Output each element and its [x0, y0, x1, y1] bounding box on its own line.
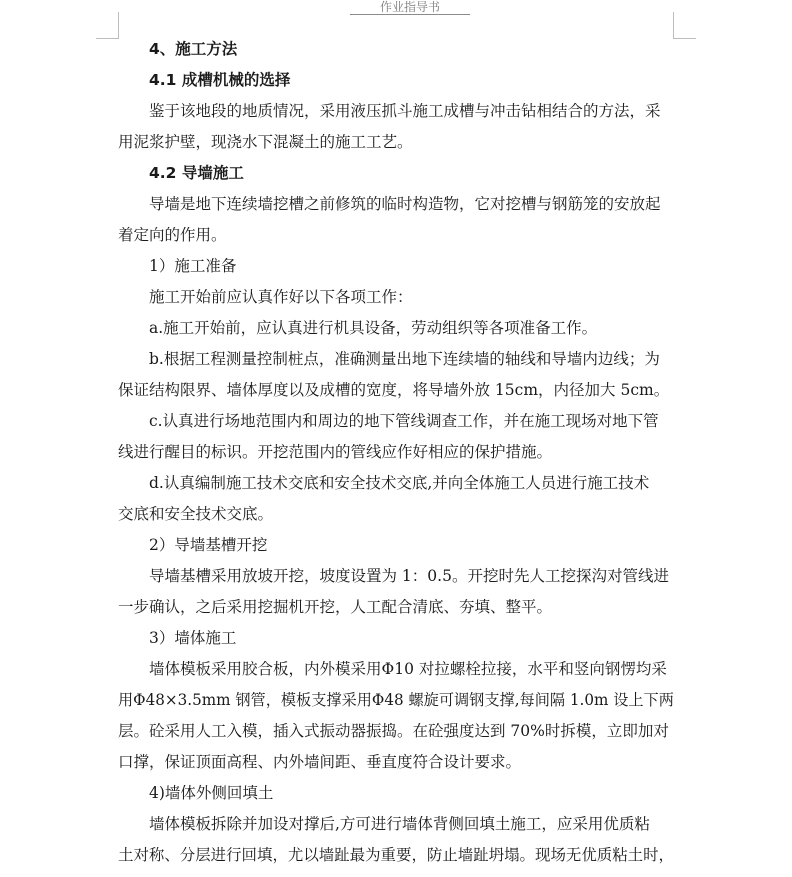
item-heading: 4)墙体外侧回填土 — [149, 784, 274, 802]
paragraph-line: 鉴于该地段的地质情况，采用液压抓斗施工成槽与冲击钻相结合的方法，采 — [149, 102, 661, 120]
paragraph-line: 墙体模板采用胶合板，内外模采用Φ10 对拉螺栓拉接，水平和竖向钢愣均采 — [149, 660, 667, 678]
paragraph-line: 着定向的作用。 — [118, 226, 227, 244]
paragraph-line: a.施工开始前，应认真进行机具设备，劳动组织等各项准备工作。 — [149, 319, 598, 337]
margin-corner-mark-left — [96, 12, 119, 39]
paragraph-line: 导墙是地下连续墙挖槽之前修筑的临时构造物，它对挖槽与钢筋笼的安放起 — [149, 195, 661, 213]
paragraph-line: b.根据工程测量控制桩点，准确测量出地下连续墙的轴线和导墙内边线；为 — [149, 350, 660, 368]
paragraph-line: d.认真编制施工技术交底和安全技术交底,并向全体施工人员进行施工技术 — [149, 474, 650, 492]
subsection-heading: 4.1 成槽机械的选择 — [149, 71, 291, 89]
paragraph-line: 一步确认，之后采用挖掘机开挖，人工配合清底、夯填、整平。 — [118, 598, 553, 616]
paragraph-line: 线进行醒目的标识。开挖范围内的管线应作好相应的保护措施。 — [118, 443, 553, 461]
paragraph-line: 用泥浆护壁，现浇水下混凝土的施工工艺。 — [118, 133, 413, 151]
paragraph-line: c.认真进行场地范围内和周边的地下管线调查工作，并在施工现场对地下管 — [149, 412, 659, 430]
paragraph-line: 导墙基槽采用放坡开挖，坡度设置为 1：0.5。开挖时先人工挖探沟对管线进 — [149, 567, 669, 585]
header-rule — [350, 14, 470, 15]
item-heading: 3）墙体施工 — [149, 629, 237, 647]
paragraph-line: 口撑，保证顶面高程、内外墙间距、垂直度符合设计要求。 — [118, 753, 522, 771]
paragraph-line: 施工开始前应认真作好以下各项工作： — [149, 288, 413, 306]
paragraph-line: 保证结构限界、墙体厚度以及成槽的宽度，将导墙外放 15cm，内径加大 5cm。 — [118, 381, 670, 399]
paragraph-line: 墙体模板拆除并加设对撑后,方可进行墙体背侧回填土施工，应采用优质粘 — [149, 815, 650, 833]
item-heading: 2）导墙基槽开挖 — [149, 536, 268, 554]
paragraph-line: 层。砼采用人工入模，插入式振动器振捣。在砼强度达到 70%时拆模，立即加对 — [118, 722, 669, 740]
paragraph-line: 土对称、分层进行回填，尤以墙趾最为重要，防止墙趾坍塌。现场无优质粘土时， — [118, 846, 675, 864]
section-heading: 4、施工方法 — [149, 40, 238, 58]
subsection-heading: 4.2 导墙施工 — [149, 164, 244, 182]
paragraph-line: 用Φ48×3.5mm 钢管，模板支撑采用Φ48 螺旋可调钢支撑,每间隔 1.0m 设上下两 — [118, 691, 674, 709]
item-heading: 1）施工准备 — [149, 257, 237, 275]
paragraph-line: 交底和安全技术交底。 — [118, 505, 274, 523]
page-header-title: 作业指导书 — [379, 0, 440, 14]
margin-corner-mark-right — [673, 12, 696, 39]
